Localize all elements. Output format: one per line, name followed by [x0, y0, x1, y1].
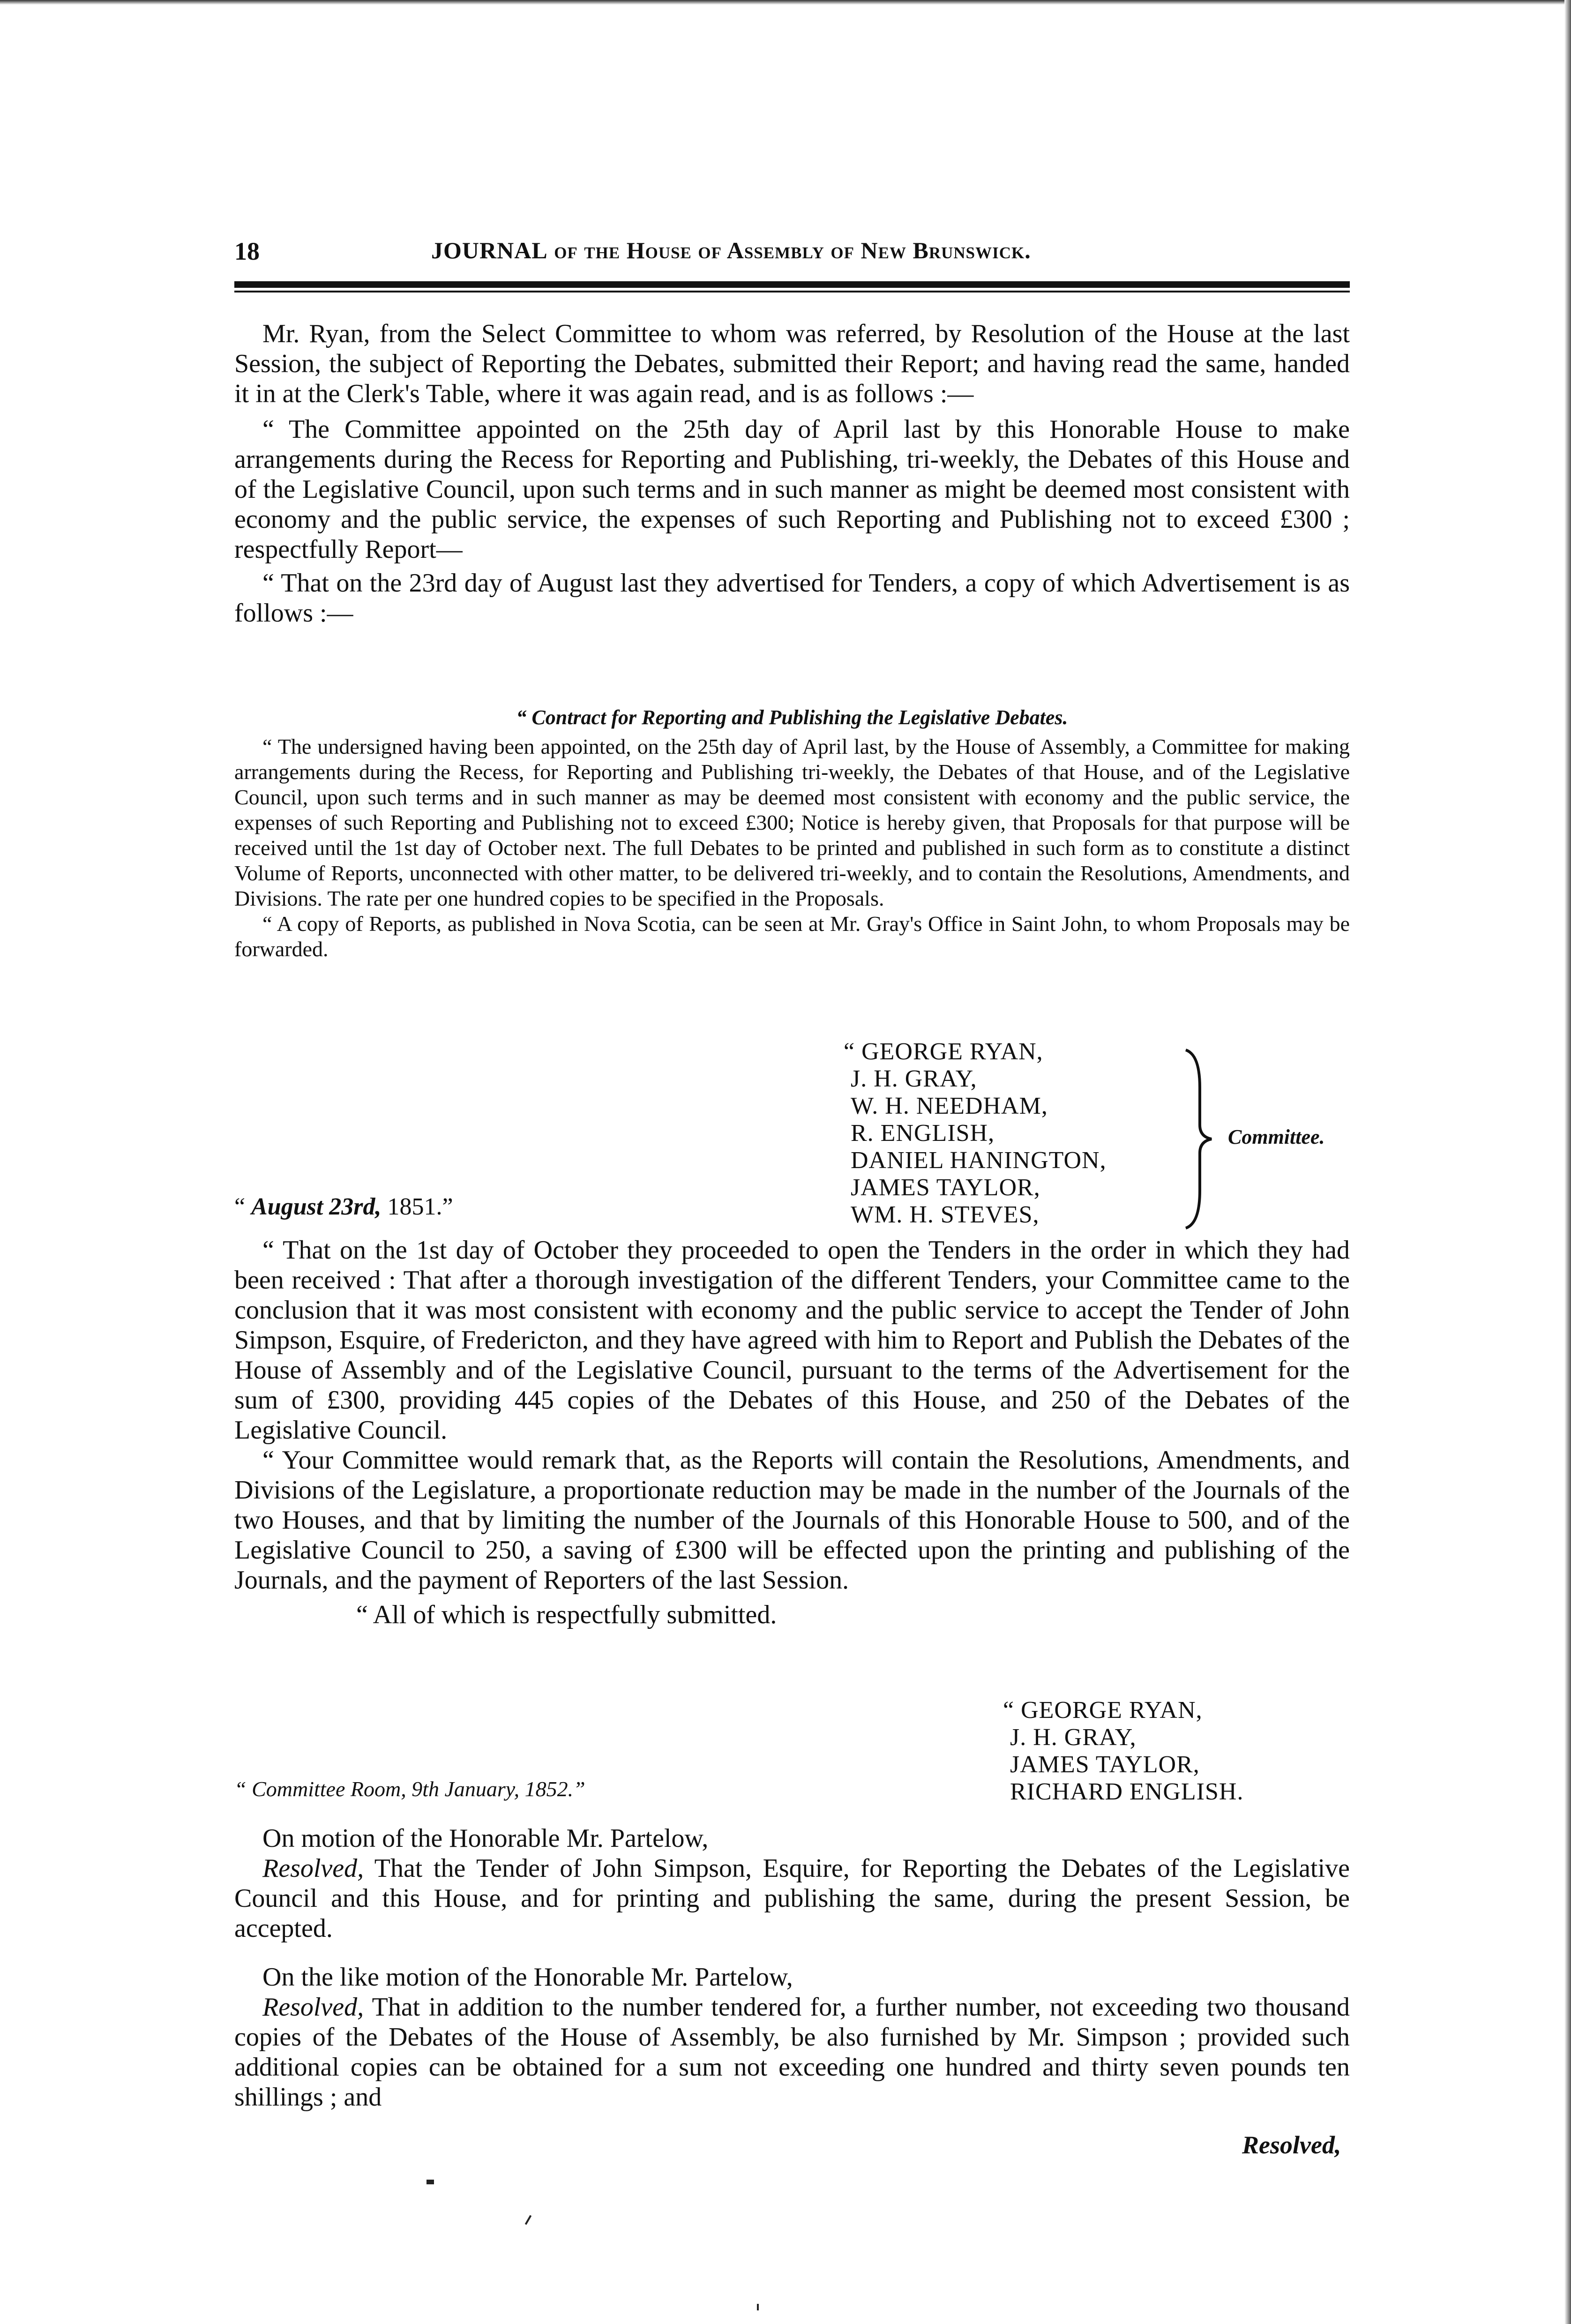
signer-name: “ GEORGE RYAN,	[1003, 1697, 1203, 1724]
scan-edge	[1564, 0, 1571, 2324]
report-paragraph: “ That on the 23rd day of August last they advertised for Tenders, a copy of which Advertisement is as follows :—	[234, 569, 1350, 628]
committee-name: WM. H. STEVES,	[851, 1201, 1040, 1228]
committee-name: “ GEORGE RYAN,	[844, 1038, 1043, 1065]
intro-paragraph: Mr. Ryan, from the Select Committee to whom was referred, by Resolution of the House at the last Session, the subject of Reporting the Debates, submitted their Report; and having read the same, handed it in at the Clerk's Table, where it was again read, and is as follows :—	[234, 319, 1350, 408]
resolution: Resolved, That in addition to the number tendered for, a further number, not exceeding two thousand copies of the Debates of the House of Assembly, be also furnished by Mr. Simpson ; provided such additional copies can be obtained for a sum not exceeding one hundred and thirty seven pounds ten shillings ; and	[234, 1993, 1350, 2112]
committee-name: DANIEL HANINGTON,	[851, 1147, 1107, 1174]
advertisement-paragraph: “ The undersigned having been appointed, on the 25th day of April last, by the House of Assembly, a Committee for making arrangements during the Recess, for Reporting and Publishing tri-weekly, the Debates of that House, and of the Legislative Council, upon such terms and in such manner as may be deemed most consistent with economy and the public service, the expenses of such Reporting and Publishing not to exceed £300; Notice is hereby given, that Proposals for that purpose will be received until the 1st day of October next. The full Debates to be printed and published in such form as to constitute a distinct Volume of Reports, unconnected with other matter, to be delivered tri-weekly, and to contain the Resolutions, Amendments, and Divisions. The rate per one hundred copies to be specified in the Proposals.	[234, 735, 1350, 910]
brace-icon	[1181, 1045, 1219, 1233]
committee-label: Committee.	[1228, 1125, 1325, 1148]
committee-name: JAMES TAYLOR,	[851, 1174, 1040, 1201]
signer-name: JAMES TAYLOR,	[1010, 1751, 1200, 1778]
report-paragraph: “ The Committee appointed on the 25th day of April last by this Honorable House to make arrangements during the Recess for Reporting and Publishing, tri-weekly, the Debates of this House and of the Legislative Council, upon such terms and in such manner as might be deemed most consistent with economy and the public service, the expenses of such Reporting and Publishing not to exceed £300 ; respectfully Report—	[234, 415, 1350, 564]
advertisement-paragraph: “ A copy of Reports, as published in Nova Scotia, can be seen at Mr. Gray's Office in Saint John, to whom Proposals may be forwarded.	[234, 912, 1350, 961]
catchword: Resolved,	[1242, 2131, 1341, 2159]
intro-block	[234, 319, 1350, 628]
running-head	[431, 237, 1031, 264]
committee-signatures	[844, 1038, 1107, 1229]
scan-speck	[757, 2304, 759, 2310]
page-number: 18	[234, 237, 260, 265]
header-rule-thin	[234, 291, 1350, 292]
motion-intro: On motion of the Honorable Mr. Partelow,	[262, 1824, 709, 1853]
submitted-line: “ All of which is respectfully submitted.	[356, 1600, 777, 1629]
signer-name: RICHARD ENGLISH.	[1010, 1778, 1244, 1805]
committee-name: W. H. NEEDHAM,	[851, 1093, 1048, 1119]
report-continued	[234, 1235, 1350, 1630]
report-signatures	[1003, 1697, 1243, 1806]
advertisement-heading: “ Contract for Reporting and Publishing the Legislative Debates.	[516, 706, 1068, 729]
page-header	[234, 237, 1350, 270]
resolved-word: Resolved,	[262, 1993, 364, 2022]
advertisement	[234, 705, 1350, 962]
resolved-word: Resolved,	[262, 1854, 364, 1883]
committee-name: J. H. GRAY,	[851, 1065, 977, 1092]
report-paragraph: “ Your Committee would remark that, as the Reports will contain the Resolutions, Amendments, and Divisions of the Legislature, a proportionate reduction may be made in the number of the Journals of the two Houses, and that by limiting the number of the Journals of this Honorable House to 500, and of the Legislative Council to 250, a saving of £300 will be effected upon the printing and publishing of the Journals, and the payment of Reporters of the last Session.	[234, 1446, 1350, 1595]
signer-name: J. H. GRAY,	[1010, 1724, 1137, 1751]
journal-word: JOURNAL	[431, 237, 548, 263]
motions	[234, 1823, 1350, 2112]
scan-edge	[0, 0, 1571, 5]
committee-name: R. ENGLISH,	[851, 1120, 995, 1147]
report-paragraph: “ That on the 1st day of October they proceeded to open the Tenders in the order in which they had been received : That after a thorough investigation of the different Tenders, your Committee came to the conclusion that it was most consistent with economy and the public service to accept the Tender of John Simpson, Esquire, of Fredericton, and they have agreed with him to Report and Publish the Debates of the House of Assembly and of the Legislative Council, pursuant to the terms of the Advertisement for the sum of £300, providing 445 copies of the Debates of this House, and 250 of the Debates of the Legislative Council.	[234, 1236, 1350, 1445]
header-rule	[234, 281, 1350, 288]
scan-speck	[525, 2215, 531, 2225]
running-head-rest: of the House of Assembly of New Brunswick.	[547, 237, 1031, 263]
resolution: Resolved, That the Tender of John Simpson, Esquire, for Reporting the Debates of the Legislative Council and this House, and for printing and publishing the same, during the present Session, be accepted.	[234, 1854, 1350, 1943]
motion-intro: On the like motion of the Honorable Mr. Partelow,	[262, 1963, 793, 1992]
report-date: “ Committee Room, 9th January, 1852.”	[234, 1777, 585, 1801]
date-italic: August 23rd,	[251, 1193, 382, 1220]
advertisement-date: “ August 23rd, 1851.”	[234, 1193, 453, 1220]
scan-speck	[426, 2180, 434, 2184]
